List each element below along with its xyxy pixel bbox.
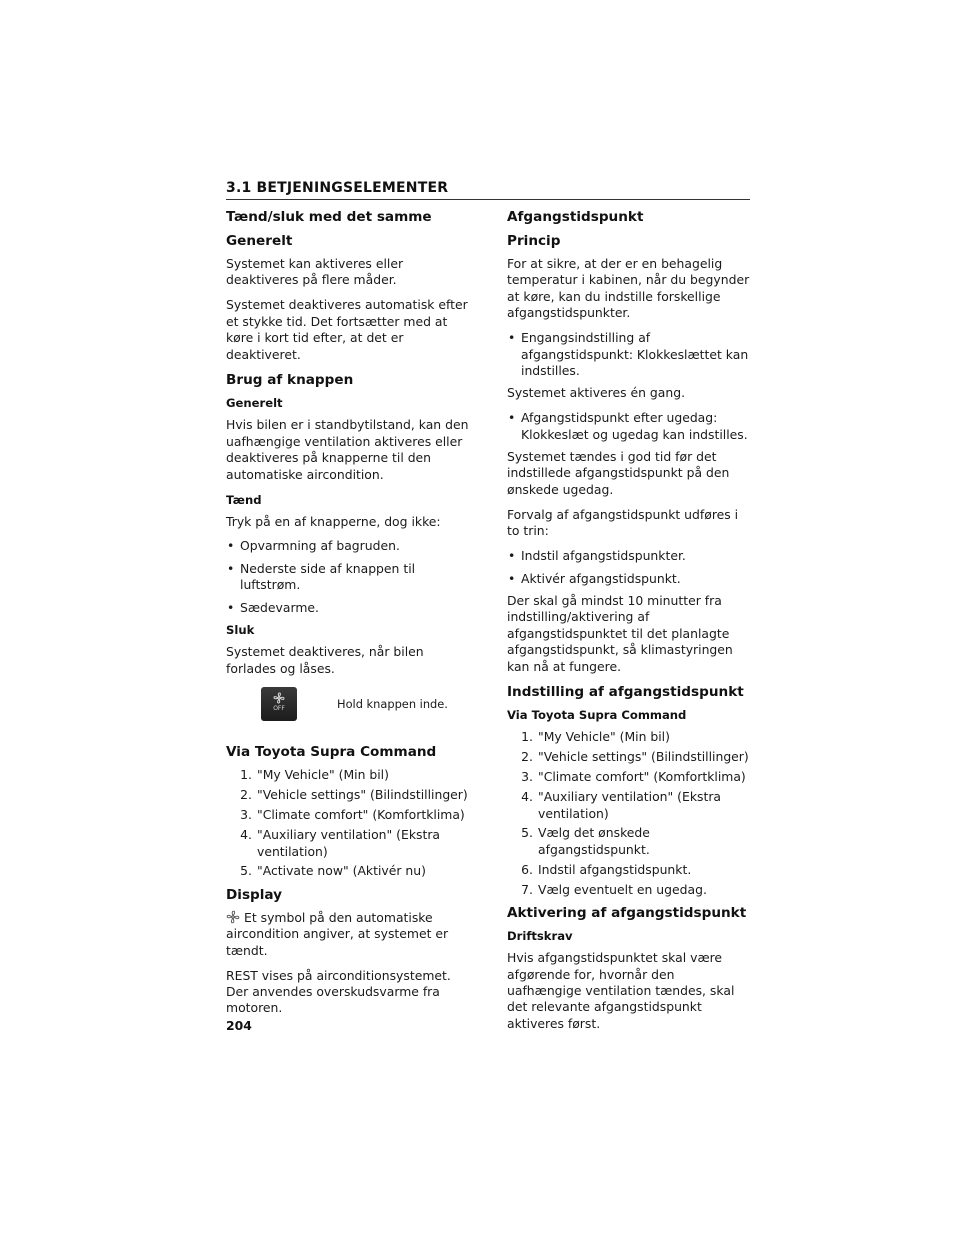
list-item: 2. "Vehicle settings" (Bilindstillinger) (521, 749, 749, 765)
list-item: • Sædevarme. (227, 599, 319, 615)
paragraph: Der skal gå mindst 10 minutter fra indstilling/aktivering af afgangstidspunktet til det planlagte afgangstidspunkt, så klimastyringen kan nå at fungere. (507, 592, 733, 674)
off-label: OFF (273, 705, 285, 712)
section-title: 3.1 BETJENINGSELEMENTER (226, 180, 449, 196)
list-item: • Aktivér afgangstidspunkt. (508, 570, 681, 586)
list-item: 6. Indstil afgangstidspunkt. (521, 861, 692, 877)
right-column (507, 206, 751, 1041)
paragraph-display: Et symbol på den automatiske aircondition angiver, at systemet er tændt. (226, 909, 449, 958)
list-item: • Engangsindstilling af afgangstidspunkt: Klokkeslættet kan indstilles. (508, 330, 749, 378)
heading-activation: Aktivering af afgangstidspunkt (507, 905, 747, 922)
list-item: 2. "Vehicle settings" (Bilindstillinger) (240, 787, 468, 803)
list-item: • Opvarmning af bagruden. (227, 538, 400, 554)
paragraph: Forvalg af afgangstidspunkt udføres i to trin: (507, 506, 739, 539)
figure-caption: Hold knappen inde. (337, 697, 448, 712)
fan-off-button-image (261, 687, 297, 721)
list-item: 5. "Activate now" (Aktivér nu) (240, 863, 426, 879)
heading-on-off: Tænd/sluk med det samme (226, 209, 432, 225)
subheading-via-command: Via Toyota Supra Command (507, 708, 687, 723)
heading-display: Display (226, 886, 283, 903)
page-number: 204 (226, 1018, 252, 1033)
paragraph: Systemet tændes i god tid før det indstillede afgangstidspunkt på den ønskede ugedag. (507, 449, 730, 497)
heading-setting: Indstilling af afgangstidspunkt (507, 684, 744, 701)
list-item: 3. "Climate comfort" (Komfortklima) (521, 769, 746, 785)
subheading-on: Tænd (226, 492, 262, 507)
list-item: 1. "My Vehicle" (Min bil) (521, 729, 670, 745)
paragraph: Systemet deaktiveres automatisk efter et stykke tid. Det fortsætter med at køre i kort tid efter, at det er deaktiveret. (226, 297, 468, 362)
fan-icon (226, 910, 240, 924)
subheading-requirements: Driftskrav (507, 929, 573, 944)
list-item: • Nederste side af knappen til luftstrøm. (227, 560, 416, 593)
paragraph: Hvis afgangstidspunktet skal være afgørende for, hvornår den uafhængige ventilation tændes, skal det relevante afgangstidspunkt aktiveres først. (507, 950, 735, 1031)
list-item: • Indstil afgangstidspunkter. (508, 548, 686, 564)
heading-button-use: Brug af knappen (226, 372, 354, 389)
list-item: 3. "Climate comfort" (Komfortklima) (240, 807, 465, 823)
heading-via-command: Via Toyota Supra Command (226, 744, 437, 761)
left-column (226, 206, 470, 1025)
list-item: 1. "My Vehicle" (Min bil) (240, 767, 389, 783)
list-item: 4. "Auxiliary ventilation" (Ekstra ventilation) (240, 827, 441, 859)
list-item: 4. "Auxiliary ventilation" (Ekstra ventilation) (521, 789, 722, 821)
subheading-off: Sluk (226, 623, 255, 638)
subheading-general: Generelt (226, 396, 283, 411)
list-item: 7. Vælg eventuelt en ugedag. (521, 881, 707, 897)
paragraph: Systemet aktiveres én gang. (507, 385, 686, 401)
paragraph: Systemet deaktiveres, når bilen forlades og låses. (226, 644, 424, 676)
paragraph: For at sikre, at der er en behagelig temperatur i kabinen, når du begynder at køre, kan du indstille forskellige afgangstidspunkter. (507, 256, 750, 321)
heading-departure: Afgangstidspunkt (507, 209, 644, 225)
steps-setting (507, 729, 751, 898)
steps-command (226, 767, 470, 879)
section-header (226, 177, 750, 200)
paragraph: Tryk på en af knapperne, dog ikke: (226, 513, 441, 529)
list-item: • Afgangstidspunkt efter ugedag: Klokkeslæt og ugedag kan indstilles. (508, 410, 748, 442)
list-item: 5. Vælg det ønskede afgangstidspunkt. (521, 825, 650, 857)
button-figure (226, 685, 470, 723)
paragraph: Systemet kan aktiveres eller deaktiveres på flere måder. (226, 256, 404, 288)
heading-principle: Princip (507, 233, 561, 249)
paragraph: Hvis bilen er i standbytilstand, kan den uafhængige ventilation aktiveres eller deaktiveres på knapperne til den automatiske aircondition. (226, 417, 469, 482)
paragraph: REST vises på airconditionsystemet. Der anvendes overskudsvarme fra motoren. (226, 967, 451, 1016)
heading-general: Generelt (226, 233, 293, 249)
